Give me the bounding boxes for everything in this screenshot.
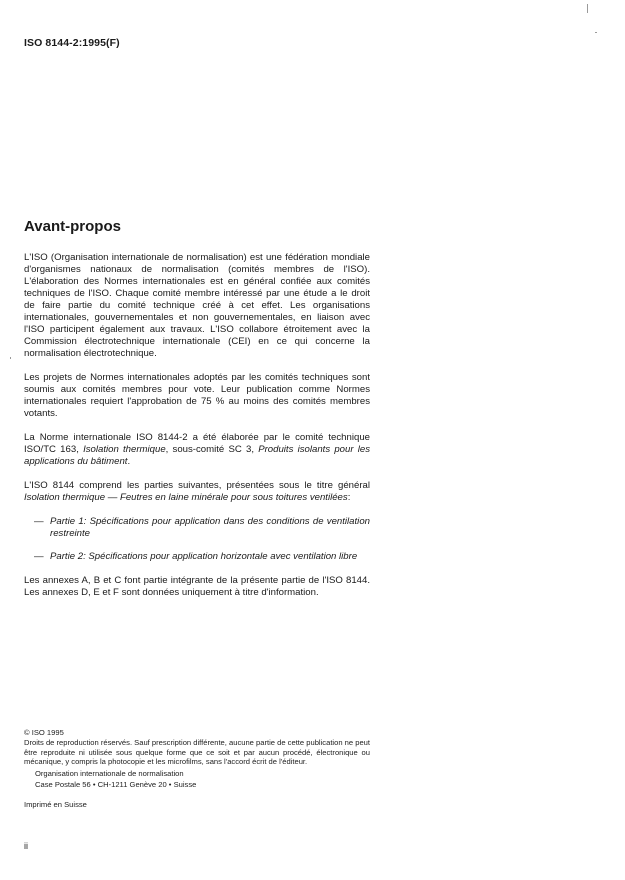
rights-notice: Droits de reproduction réservés. Sauf prescription différente, aucune partie de cette publication ne peut être reproduite ni utilisée sous quelque forme que ce soit et par aucun procédé, électronique ou mécanique, y compris la photocopie et les microfilms, sans l'accord écrit de l'éditeur. <box>24 738 371 767</box>
paragraph-iso-description: L'ISO (Organisation internationale de normalisation) est une fédération mondiale d'organismes nationaux de normalisation (comités membres de l'ISO). L'élaboration des Normes internationales est en général confiée aux comités techniques de l'ISO. Chaque comité membre intéressé par une étude a le droit de faire partie du comité technique créé à cet effet. Les organisations internationales, gouvernementales et non gouvernementales, en liaison avec l'ISO participent également aux travaux. L'ISO collabore étroitement avec la Commission électrotechnique internationale (CEI) en ce qui concerne la normalisation électrotechnique. <box>24 252 370 359</box>
dash-bullet: — <box>34 551 44 562</box>
scan-artifact <box>587 4 588 13</box>
parts-intro-colon: : <box>347 492 351 503</box>
printed-in: Imprimé en Suisse <box>24 800 87 810</box>
paragraph-annexes: Les annexes A, B et C font partie intégrante de la présente partie de l'ISO 8144. Les annexes D, E et F sont données uniquement à titre d'information. <box>24 575 370 598</box>
committee-text-3: . <box>127 456 131 467</box>
paragraph-committee <box>24 432 370 468</box>
copyright-footer <box>24 728 370 810</box>
copyright-line: © ISO 1995 <box>24 728 64 737</box>
parts-list <box>24 516 370 563</box>
page-number: ii <box>24 841 28 851</box>
dash-bullet: — <box>34 516 44 527</box>
general-title: Isolation thermique — Feutres en laine minérale pour sous toitures ventilées <box>24 492 348 503</box>
scan-artifact <box>10 357 11 359</box>
organization-name: Organisation internationale de normalisation <box>35 768 184 778</box>
scan-artifact <box>595 32 597 33</box>
list-item-text: Partie 1: Spécifications pour application dans des conditions de ventilation restreinte <box>50 516 370 539</box>
committee-text-1: La Norme internationale ISO 8144-2 a été élaborée par le comité technique ISO/TC 163, <box>24 432 370 455</box>
subcommittee-name: Produits isolants pour les applications du bâtiment <box>24 444 371 467</box>
committee-text-2: , sous-comité SC 3, <box>165 444 259 455</box>
document-id-header: ISO 8144-2:1995(F) <box>24 37 120 49</box>
parts-intro-text: L'ISO 8144 comprend les parties suivantes, présentées sous le titre général <box>24 480 370 491</box>
organization-address: Case Postale 56 • CH-1211 Genève 20 • Suisse <box>35 780 197 790</box>
paragraph-parts-intro <box>24 480 370 504</box>
paragraph-draft-standards: Les projets de Normes internationales adoptés par les comités techniques sont soumis aux comités membres pour vote. Leur publication comme Normes internationales requiert l'approbation de 75 % au moins des comités membres votants. <box>24 372 370 419</box>
foreword-body <box>24 252 370 611</box>
list-item <box>24 551 370 563</box>
list-item-text: Partie 2: Spécifications pour application horizontale avec ventilation libre <box>50 551 358 562</box>
page-title: Avant-propos <box>24 218 121 235</box>
list-item <box>24 516 370 540</box>
committee-name: Isolation thermique <box>83 444 166 455</box>
